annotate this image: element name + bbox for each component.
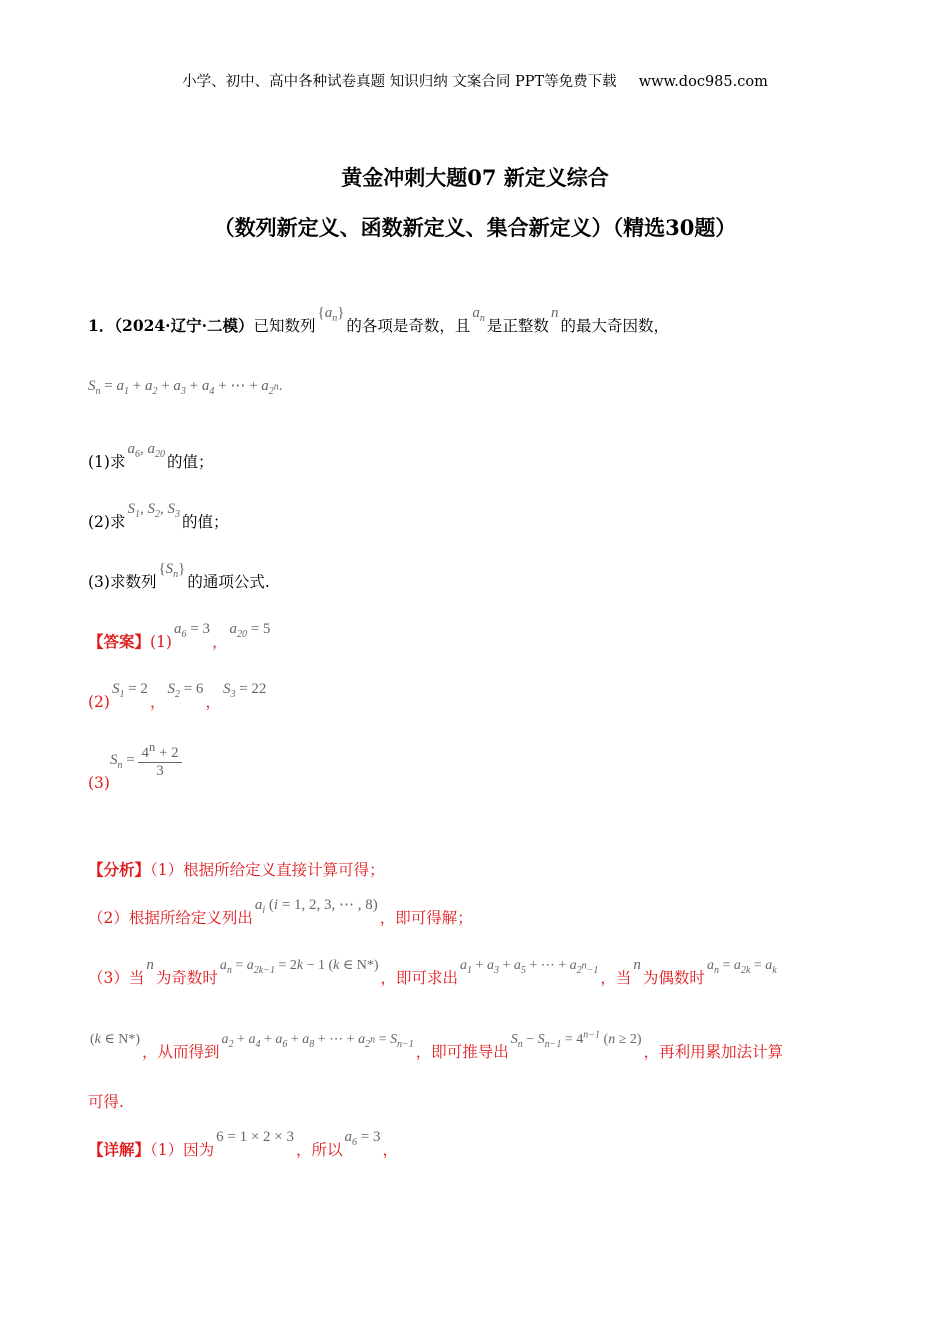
math-odd-formula: $a_n = a_{2k-1} = 2k - 1$ (k ∈ N*): [219, 958, 379, 976]
analysis-text-3c: ，即可求出: [380, 969, 459, 987]
analysis-text-3d: ，当: [600, 969, 632, 987]
math-n: n: [550, 305, 559, 321]
analysis-text-4a: ，从而得到: [142, 1043, 220, 1061]
header-text: 小学、初中、高中各种试卷真题 知识归纳 文案合同 PPT等免费下载: [182, 74, 617, 90]
analysis-text-1: （1）根据所给定义直接计算可得；: [150, 861, 385, 879]
math-s2-eq: $S_2 = 6$: [167, 681, 204, 700]
analysis-text-4c: ，再利用累加法计算: [643, 1043, 784, 1061]
math-a6-a20: $a_6$, $a_{20}$: [127, 441, 165, 460]
q3-prefix: (3)求数列: [88, 573, 157, 591]
math-fraction: $\frac{4^n + 2}{3}$: [138, 740, 181, 780]
q2-suffix: 的值；: [181, 513, 229, 531]
detail-text-a: （1）因为: [150, 1141, 215, 1159]
answer-sep: ，: [205, 693, 221, 711]
math-a20-eq: $a_{20} = 5$: [229, 621, 271, 640]
analysis-label: 【分析】: [88, 860, 151, 879]
problem-number: 1．: [88, 316, 115, 335]
stem-part-c: 是正整数: [486, 317, 549, 335]
header-site[interactable]: www.doc985.com: [638, 74, 768, 90]
answer-line-3: [88, 740, 182, 792]
analysis-text-3b: 为奇数时: [155, 969, 218, 987]
q2-prefix: (2)求: [88, 513, 126, 531]
analysis-text-4b: ，即可推导出: [415, 1043, 509, 1061]
question-2: [88, 501, 229, 534]
answer-part-1: (1): [150, 633, 172, 651]
detail-line-1: [88, 1129, 399, 1162]
problem-1-stem: [88, 305, 669, 338]
analysis-text-3a: （3）当: [88, 969, 145, 987]
detail-text-b: ，所以: [296, 1141, 343, 1159]
math-a6-eq: $a_6 = 3$: [173, 621, 210, 640]
analysis-text-3e: 为偶数时: [642, 969, 705, 987]
math-sequence-sn: $\{S_n\}$: [158, 561, 186, 580]
analysis-line-5: 可得.: [88, 1093, 124, 1111]
q1-prefix: (1)求: [88, 453, 126, 471]
math-n-odd: n: [146, 957, 154, 973]
question-1: [88, 441, 214, 474]
answer-label: 【答案】: [88, 632, 151, 651]
math-s1-s2-s3: $S_1$, $S_2$, $S_3$: [127, 501, 180, 520]
question-3: [88, 561, 270, 594]
math-an: $a_n$: [472, 305, 485, 324]
document-subtitle: （数列新定义、函数新定义、集合新定义）（精选30题）: [213, 215, 737, 240]
math-even-formula: $a_n = a_{2k} = a_k$: [706, 958, 777, 976]
math-ai-list: $a_i$ (i = 1, 2, 3, ⋯ , 8): [254, 897, 378, 916]
analysis-text-2b: ，即可得解；: [379, 909, 473, 927]
page-header: [0, 70, 950, 91]
math-even-sum: $a_2 + a_4 + a_6 + a_8$ + ⋯ + $a_{2^n} = S_{n-1}$: [221, 1032, 414, 1050]
answer-part-2: (2): [88, 693, 110, 711]
math-s3-eq: $S_3 = 22$: [222, 681, 267, 700]
math-a6-3: $a_6 = 3$: [344, 1129, 381, 1148]
answer-part-3: (3): [88, 774, 110, 792]
sum-definition: $S_n = a_1 + a_2 + a_3 + a_4$ + ⋯ + $a_{2^n}$.: [88, 378, 283, 397]
answer-sep: ，: [149, 693, 166, 711]
math-odd-sum: $a_1 + a_3 + a_5$ + ⋯ + $a_{2^n-1}$: [460, 958, 599, 976]
math-s1-eq: $S_1 = 2$: [111, 681, 148, 700]
detail-label: 【详解】: [88, 1140, 151, 1159]
q3-suffix: 的通项公式.: [187, 573, 270, 591]
math-sequence-an: $\{a_n\}$: [317, 305, 345, 324]
math-k-in-n: (k ∈ N*): [90, 1032, 141, 1047]
answer-line-2: [88, 681, 268, 714]
analysis-line-1: [88, 858, 385, 880]
math-recurrence: $S_n - S_{n-1} = 4^{n-1}$ (n ≥ 2): [510, 1029, 642, 1050]
math-n-even: n: [633, 957, 641, 973]
answer-line-1: [88, 621, 272, 654]
problem-source: （2024·辽宁·二模）: [114, 316, 254, 335]
q1-suffix: 的值；: [166, 453, 214, 471]
detail-text-c: ，: [382, 1141, 399, 1159]
answer-sep: ，: [211, 633, 228, 651]
analysis-line-4: [88, 1029, 784, 1064]
document-title: 黄金冲刺大题07 新定义综合: [341, 165, 609, 190]
stem-part-a: 已知数列: [253, 317, 316, 335]
stem-part-d: 的最大奇因数，: [560, 317, 669, 335]
analysis-line-3: [88, 957, 779, 990]
math-6-factor: 6 = 1 × 2 × 3: [216, 1129, 295, 1145]
stem-part-b: 的各项是奇数，且: [346, 317, 471, 335]
analysis-text-2a: （2）根据所给定义列出: [88, 909, 253, 927]
analysis-line-2: [88, 897, 473, 930]
math-sn-eq: $S_n$ =: [109, 752, 139, 771]
